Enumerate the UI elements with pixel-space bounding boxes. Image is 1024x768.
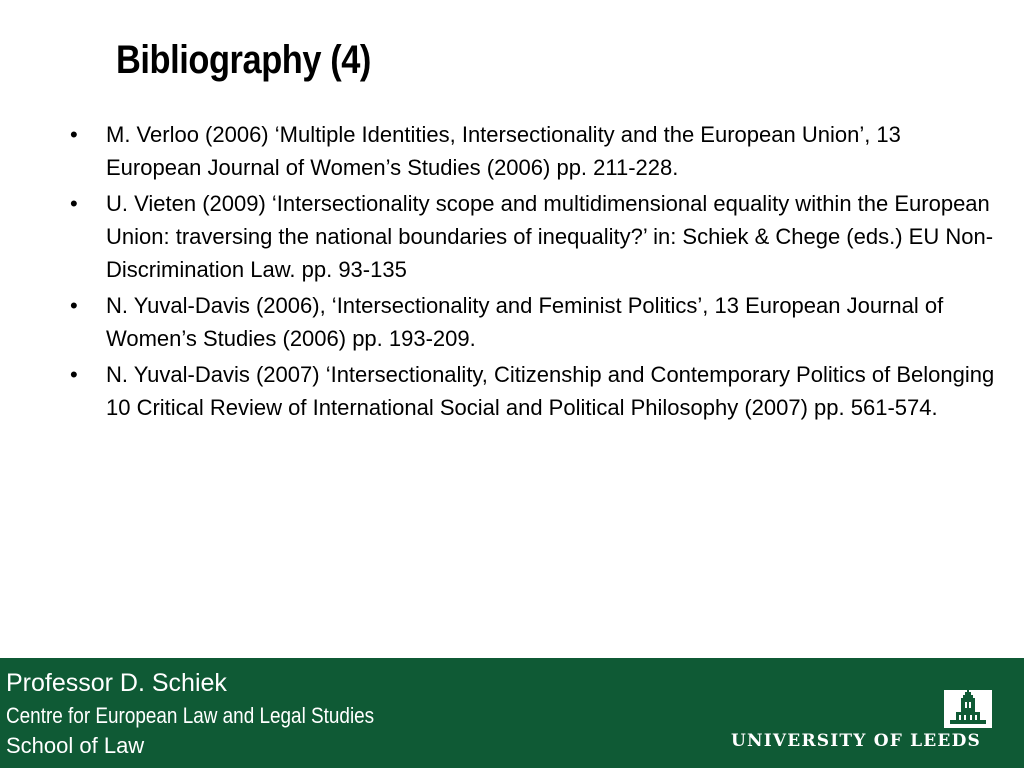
- bibliography-list: [70, 118, 1000, 427]
- footer-bar: [0, 658, 1024, 768]
- university-logo-text: UNIVERSITY OF LEEDS: [731, 731, 982, 751]
- presenter-name: Professor D. Schiek: [6, 669, 227, 697]
- school-name: School of Law: [6, 733, 145, 758]
- bullet-marker: •: [70, 191, 78, 216]
- bibliography-entry-text: M. Verloo (2006) ‘Multiple Identities, Intersectionality and the European Union’, 13 European Journal of Women’s Studies (2006) pp. 211-228.: [106, 122, 901, 180]
- bibliography-entry-text: U. Vieten (2009) ‘Intersectionality scope and multidimensional equality within the European Union: traversing the national boundaries of inequality?’ in: Schiek & Chege (eds.) EU Non-Discrimination Law. pp. 93-135: [106, 191, 994, 282]
- bullet-marker: •: [70, 122, 78, 147]
- bibliography-entry-text: N. Yuval-Davis (2007) ‘Intersectionality, Citizenship and Contemporary Politics of Belonging 10 Critical Review of International Social and Political Philosophy (2007) pp. 561-574.: [106, 362, 995, 420]
- bibliography-item: [70, 187, 1000, 286]
- bullet-marker: •: [70, 293, 78, 318]
- centre-name: Centre for European Law and Legal Studies: [6, 703, 375, 728]
- bibliography-item: [70, 118, 1000, 184]
- bibliography-item: [70, 289, 1000, 355]
- bullet-marker: •: [70, 362, 78, 387]
- leeds-tower-icon: [944, 690, 992, 728]
- bibliography-entry-text: N. Yuval-Davis (2006), ‘Intersectionality and Feminist Politics’, 13 European Journal of Women’s Studies (2006) pp. 193-209.: [106, 293, 944, 351]
- bibliography-item: [70, 358, 1000, 424]
- slide-title: Bibliography (4): [116, 38, 371, 82]
